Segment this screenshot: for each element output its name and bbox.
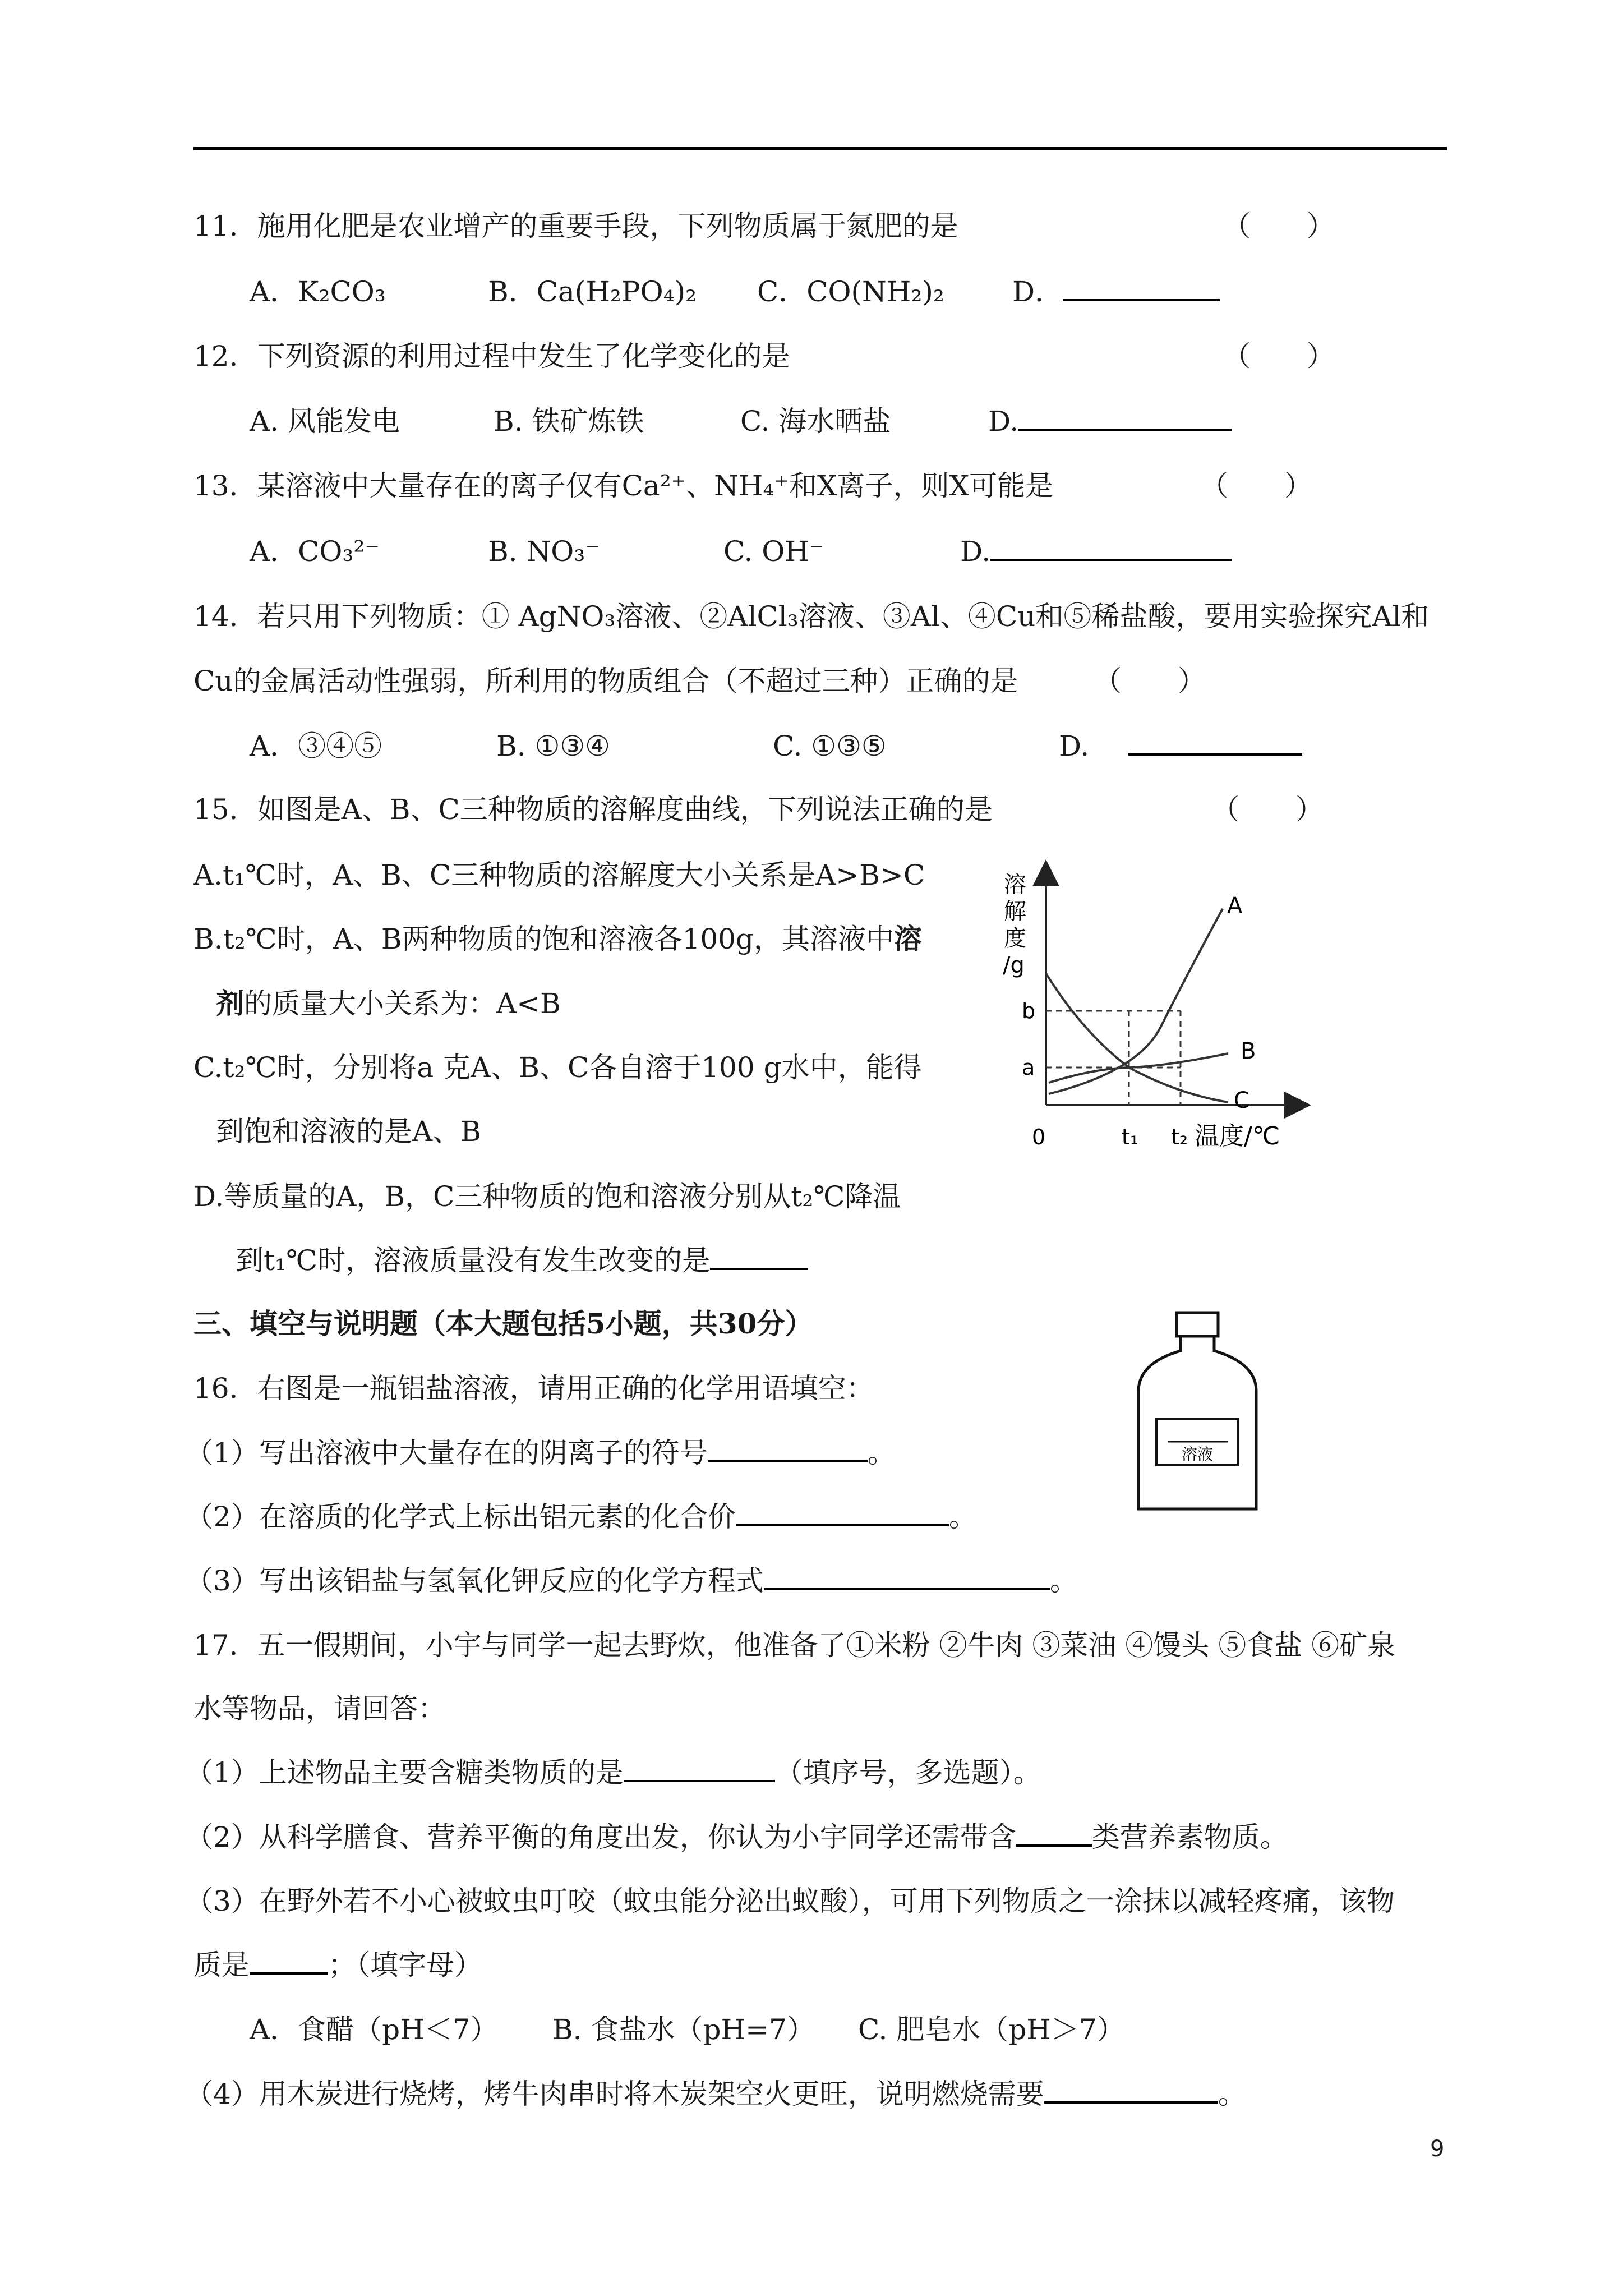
- y-axis-label-char2: 解: [1004, 899, 1026, 924]
- q14-option-b: B. ①③④: [496, 730, 611, 762]
- q14-answer-paren[interactable]: （ ）: [1094, 665, 1206, 697]
- q12-blank[interactable]: [1018, 406, 1232, 431]
- q11-option-c: C．CO(NH₂)₂: [757, 275, 944, 308]
- q12-option-a: A. 风能发电: [250, 405, 400, 438]
- q17-stem-line1: 17．五一假期间，小宇与同学一起去野炊，他准备了①米粉 ②牛肉 ③菜油 ④馒头 ⑤食盐 ⑥矿泉: [193, 1629, 1396, 1662]
- q17-part3-line2: 质是 ；（填字母）: [193, 1949, 482, 1981]
- q13-blank[interactable]: [990, 536, 1232, 561]
- q17-blank4[interactable]: [1044, 2079, 1218, 2104]
- q13-option-c: C. OH⁻: [723, 535, 824, 568]
- q15-blank[interactable]: [710, 1245, 808, 1270]
- y-axis-label-unit: /g: [1003, 953, 1025, 978]
- q14-option-c: C. ①③⑤: [773, 730, 887, 762]
- q15-option-d-line2: 到t₁℃时，溶液质量没有发生改变的是: [236, 1242, 808, 1279]
- q17-option-b: B. 食盐水（pH=7）: [552, 2013, 815, 2046]
- q11-stem: 11．施用化肥是农业增产的重要手段，下列物质属于氮肥的是: [193, 210, 958, 242]
- q14-option-d: D.: [1059, 728, 1302, 765]
- q16-part1: （1）写出溶液中大量存在的阴离子的符号 。: [185, 1437, 896, 1469]
- q16-stem: 16．右图是一瓶铝盐溶液，请用正确的化学用语填空：: [193, 1372, 874, 1405]
- q11-answer-paren[interactable]: （ ）: [1223, 210, 1335, 242]
- label-C: C: [1234, 1088, 1249, 1114]
- curve-C: [1046, 973, 1228, 1102]
- q13-option-a: A．CO₃²⁻: [250, 535, 380, 568]
- q17-blank2[interactable]: [1016, 1822, 1092, 1847]
- q16-part3: （3）写出该铝盐与氢氧化钾反应的化学方程式 。: [185, 1565, 1078, 1597]
- tick-t2: t₂: [1171, 1125, 1188, 1149]
- q15-option-b-line1: B.t₂℃时，A、B两种物质的饱和溶液各100g，其溶液中溶: [193, 922, 922, 955]
- q15-option-c-line2: 到饱和溶液的是A、B: [216, 1115, 481, 1148]
- q11-blank[interactable]: [1063, 277, 1220, 301]
- curve-B: [1049, 1053, 1228, 1083]
- q14-stem-line2: Cu的金属活动性强弱，所利用的物质组合（不超过三种）正确的是: [193, 665, 1018, 697]
- q15-option-d-line1: D.等质量的A，B，C三种物质的饱和溶液分别从t₂℃降温: [193, 1180, 901, 1213]
- q14-blank[interactable]: [1128, 731, 1302, 756]
- q17-option-c: C. 肥皂水（pH＞7）: [858, 2013, 1125, 2046]
- q15-option-b-line2: 剂的质量大小关系为：A<B: [216, 987, 561, 1020]
- q15-answer-paren[interactable]: （ ）: [1211, 793, 1324, 826]
- q17-part3-line1: （3）在野外若不小心被蚊虫叮咬（蚊虫能分泌出蚁酸），可用下列物质之一涂抹以减轻疼痛，该物: [185, 1885, 1395, 1917]
- q13-answer-paren[interactable]: （ ）: [1200, 470, 1312, 502]
- bottle-stopper: [1177, 1313, 1218, 1336]
- tick-b: b: [1022, 999, 1036, 1023]
- section3-title: 三、填空与说明题（本大题包括5小题，共30分）: [193, 1307, 813, 1340]
- bottle-label-text: 溶液: [1181, 1445, 1214, 1464]
- q17-part4: （4）用木炭进行烧烤，烤牛肉串时将木炭架空火更旺，说明燃烧需要 。: [185, 2078, 1246, 2110]
- q13-option-b: B. NO₃⁻: [488, 535, 600, 568]
- q16-part2: （2）在溶质的化学式上标出铝元素的化合价 。: [185, 1501, 977, 1533]
- q16-blank1[interactable]: [708, 1438, 868, 1462]
- q16-blank3[interactable]: [764, 1566, 1050, 1590]
- q16-blank2[interactable]: [736, 1502, 949, 1526]
- q14-option-a: A．③④⑤: [250, 730, 382, 762]
- solubility-chart: [970, 847, 1318, 1184]
- q12-option-d: D.: [988, 403, 1232, 440]
- label-A: A: [1227, 893, 1243, 919]
- q17-part2: （2）从科学膳食、营养平衡的角度出发，你认为小宇同学还需带含 类营养素物质。: [185, 1821, 1288, 1853]
- tick-a: a: [1022, 1055, 1035, 1080]
- q12-option-c: C. 海水晒盐: [740, 405, 891, 438]
- q17-blank1[interactable]: [624, 1757, 775, 1782]
- q13-option-d: D.: [960, 533, 1232, 570]
- q11-option-d: D．: [1012, 273, 1220, 310]
- y-axis-label-char3: 度: [1004, 926, 1026, 951]
- q17-blank3[interactable]: [250, 1950, 328, 1975]
- label-B: B: [1241, 1038, 1256, 1064]
- q15-option-c-line1: C.t₂℃时，分别将a 克A、B、C各自溶于100 g水中，能得: [193, 1051, 922, 1084]
- q17-stem-line2: 水等物品，请回答：: [193, 1692, 446, 1725]
- q15-option-a: A.t₁℃时，A、B、C三种物质的溶解度大小关系是A>B>C: [193, 859, 925, 891]
- tick-origin: 0: [1032, 1125, 1046, 1149]
- q12-answer-paren[interactable]: （ ）: [1223, 340, 1335, 372]
- page-number: 9: [1430, 2136, 1445, 2162]
- y-axis-label-char1: 溶: [1004, 872, 1026, 898]
- q17-option-a: A．食醋（pH＜7）: [250, 2013, 499, 2046]
- header-rule: [193, 147, 1447, 150]
- q12-stem: 12．下列资源的利用过程中发生了化学变化的是: [193, 340, 790, 372]
- tick-t1: t₁: [1122, 1125, 1139, 1149]
- q11-option-a: A．K₂CO₃: [250, 275, 386, 308]
- q11-option-b: B．Ca(H₂PO₄)₂: [488, 275, 697, 308]
- reagent-bottle-image: [1127, 1307, 1267, 1520]
- q13-stem: 13．某溶液中大量存在的离子仅有Ca²⁺、NH₄⁺和X离子，则X可能是: [193, 470, 1054, 502]
- q17-part1: （1）上述物品主要含糖类物质的是 （填序号，多选题）。: [185, 1756, 1041, 1789]
- x-axis-label: 温度/℃: [1195, 1122, 1280, 1151]
- q12-option-b: B. 铁矿炼铁: [494, 405, 644, 438]
- q15-stem: 15．如图是A、B、C三种物质的溶解度曲线，下列说法正确的是: [193, 793, 993, 826]
- q14-stem-line1: 14．若只用下列物质：① AgNO₃溶液、②AlCl₃溶液、③Al、④Cu和⑤稀盐酸，要用实验探究Al和: [193, 600, 1430, 633]
